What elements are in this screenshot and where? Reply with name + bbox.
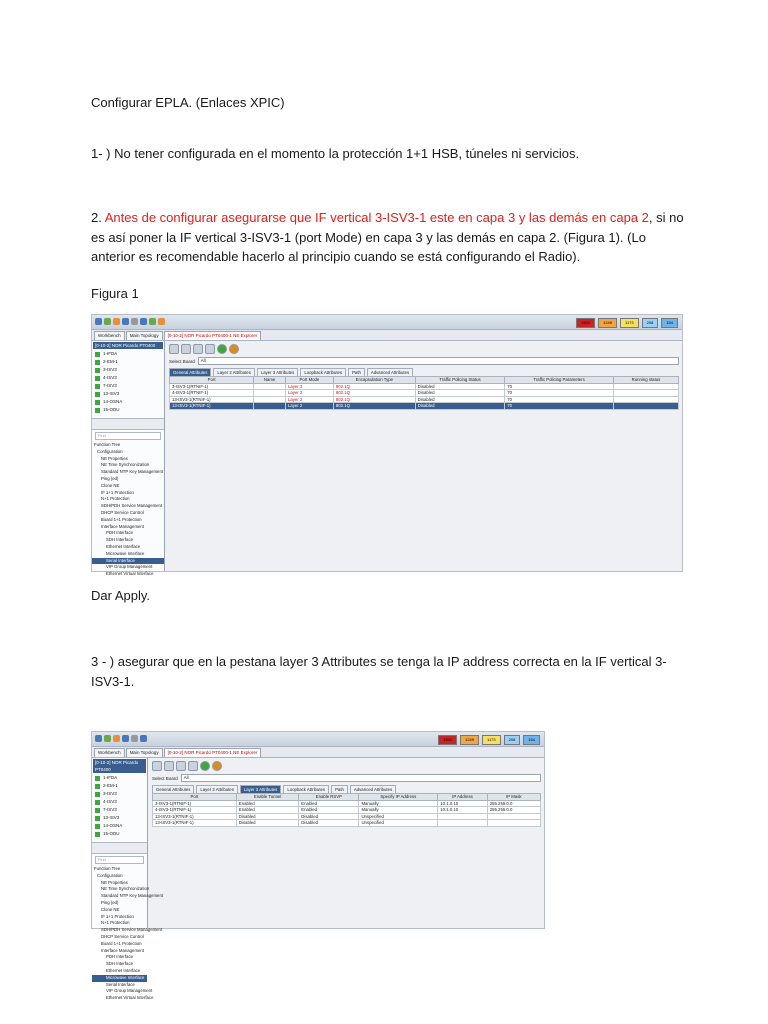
alarm-count[interactable]: 208 bbox=[504, 735, 521, 745]
table-cell: 70 bbox=[505, 403, 614, 410]
board-label: 7-ISV3 bbox=[103, 807, 117, 812]
tree-item[interactable]: Interface Management bbox=[101, 947, 144, 953]
dar-apply-text: Dar Apply. bbox=[91, 588, 151, 603]
table-cell: Disabled bbox=[299, 813, 359, 820]
attribute-tab[interactable]: General Attributes bbox=[169, 368, 211, 376]
alarm-counters bbox=[576, 318, 678, 328]
table-cell: Manually bbox=[359, 800, 438, 807]
board-icon bbox=[95, 376, 100, 381]
select-board-dropdown[interactable]: All bbox=[181, 774, 541, 782]
step-2-number: 2. bbox=[91, 210, 105, 225]
alarm-count[interactable]: 1173 bbox=[620, 318, 639, 328]
table-cell: 13-ISV3-1(RTNIF-1) bbox=[153, 813, 237, 820]
alarm-count[interactable]: 1173 bbox=[482, 735, 501, 745]
tree-item[interactable]: Configuration bbox=[97, 448, 123, 454]
ne-header: [0-10-2] NOR Picardo PT0400 bbox=[93, 759, 146, 773]
board-item[interactable] bbox=[92, 350, 164, 358]
board-icon bbox=[95, 832, 100, 837]
attribute-tab[interactable]: Layer 3 Attributes bbox=[257, 368, 298, 376]
table-cell: 3-ISV3-1(RTNIF-1) bbox=[170, 383, 254, 390]
board-icon bbox=[95, 360, 100, 365]
table-row[interactable] bbox=[153, 820, 541, 827]
table-row[interactable] bbox=[170, 403, 679, 410]
column-header[interactable]: Enable RSVP bbox=[299, 794, 359, 801]
function-tree bbox=[92, 442, 164, 578]
table-cell: 13-ISV3-1(RTNIF-1) bbox=[153, 820, 237, 827]
table-cell: Enabled bbox=[299, 800, 359, 807]
figure-1-screenshot bbox=[91, 314, 683, 577]
board-list bbox=[92, 774, 147, 838]
board-label: 4-ISV3 bbox=[103, 799, 117, 804]
column-header[interactable]: Port bbox=[153, 794, 237, 801]
table-cell: Disabled bbox=[415, 403, 504, 410]
window-tab[interactable]: Main Topology bbox=[126, 748, 163, 757]
tool-icon[interactable] bbox=[188, 761, 198, 771]
board-item[interactable] bbox=[92, 806, 147, 814]
alarm-count[interactable]: 1301 bbox=[438, 735, 457, 745]
board-label: 3-ISV3 bbox=[103, 367, 117, 372]
tree-item[interactable]: Standard NTP Key Management bbox=[101, 469, 164, 475]
board-icon bbox=[95, 392, 100, 397]
board-item[interactable] bbox=[92, 390, 164, 398]
board-item[interactable] bbox=[92, 822, 147, 830]
tree-item[interactable]: Microwave Interface bbox=[106, 550, 145, 556]
main-tabs bbox=[92, 330, 682, 341]
tree-item[interactable]: NE Properties bbox=[101, 879, 128, 885]
column-header[interactable]: Traffic Policing Status bbox=[415, 377, 504, 384]
attribute-tabs bbox=[149, 782, 544, 793]
alarm-counters bbox=[438, 735, 540, 745]
board-label: 15-ODU bbox=[103, 407, 120, 412]
board-label: 13-ISV3 bbox=[103, 815, 120, 820]
table-cell: Disabled bbox=[236, 820, 298, 827]
table-cell: 70 bbox=[505, 396, 614, 403]
table-cell: Disabled bbox=[415, 390, 504, 397]
attribute-tab[interactable]: Layer 2 Attributes bbox=[196, 785, 237, 793]
tree-item[interactable]: SDH/PDH Service Management bbox=[101, 927, 163, 933]
table-cell: 4-ISV3-1(RTNIF-1) bbox=[153, 807, 237, 814]
left-panel bbox=[92, 341, 165, 577]
table-cell bbox=[254, 403, 286, 410]
step-2-text bbox=[91, 208, 691, 267]
table-cell: 13-ISV3-1(RTNIF-1) bbox=[170, 396, 254, 403]
alarm-count[interactable]: 154 bbox=[523, 735, 540, 745]
table-cell: 10.1.0.10 bbox=[438, 800, 487, 807]
toolbar bbox=[92, 315, 682, 330]
table-cell: Manually bbox=[359, 807, 438, 814]
column-header[interactable]: Port Mode bbox=[285, 377, 333, 384]
stop-icon[interactable] bbox=[229, 344, 239, 354]
column-header[interactable]: Specify IP Address bbox=[359, 794, 438, 801]
board-icon bbox=[95, 784, 100, 789]
board-label: 7-ISV3 bbox=[103, 383, 117, 388]
tree-item[interactable]: Ethernet Virtual Interface bbox=[106, 995, 154, 1001]
table-cell: 802.1Q bbox=[333, 390, 415, 397]
ne-header: [0-10-2] NOR Picardo PT0400 bbox=[93, 342, 163, 349]
table-cell: Enabled bbox=[236, 807, 298, 814]
tree-item[interactable]: IF 1+1 Protection bbox=[101, 913, 134, 919]
attribute-tab[interactable]: Advanced Attributes bbox=[350, 785, 396, 793]
tool-icon[interactable] bbox=[152, 761, 162, 771]
window-tab[interactable]: [0-10-2] NOR Picardo PT0400-1 NE Explorer bbox=[164, 748, 262, 757]
board-list bbox=[92, 350, 164, 414]
select-board-row bbox=[149, 774, 544, 782]
board-label: 1-IFDA bbox=[103, 775, 118, 780]
table-cell: Disabled bbox=[415, 396, 504, 403]
board-icon bbox=[95, 816, 100, 821]
select-board-row bbox=[166, 357, 682, 365]
board-item[interactable] bbox=[92, 798, 147, 806]
table-cell: Enabled bbox=[236, 800, 298, 807]
toolbar bbox=[92, 732, 544, 747]
window-tab[interactable]: [0-10-2] NOR Picardo PT0400-1 NE Explorer bbox=[164, 331, 262, 340]
step-2-rest: , si no es así poner la IF vertical 3-ISV3-1 (port Mode) en capa 3 y las demás en capa 2. (Figura 1). (Lo anterior es recomendable hacerlo al principio cuando se está configurando el Radio). bbox=[91, 210, 684, 264]
stop-icon[interactable] bbox=[212, 761, 222, 771]
table-cell: Layer 2 bbox=[285, 396, 333, 403]
tree-item[interactable]: Board 1+1 Protection bbox=[101, 940, 142, 946]
board-label: 4-ISV3 bbox=[103, 375, 117, 380]
main-panel bbox=[149, 758, 544, 928]
attribute-tab[interactable]: Layer 3 Attributes bbox=[240, 785, 281, 793]
figure-2-screenshot bbox=[91, 731, 545, 1001]
table-cell: Enabled bbox=[299, 807, 359, 814]
figure-1-label: Figura 1 bbox=[91, 286, 139, 301]
board-icon bbox=[95, 400, 100, 405]
tree-item[interactable]: PDH Interface bbox=[106, 954, 133, 960]
tree-item[interactable]: Board 1+1 Protection bbox=[101, 516, 142, 522]
tree-item[interactable]: VIP Group Management bbox=[106, 988, 153, 994]
tool-icon[interactable] bbox=[181, 344, 191, 354]
board-item[interactable] bbox=[92, 382, 164, 390]
tree-item[interactable]: Clone NE bbox=[101, 482, 120, 488]
board-label: 1-IFDA bbox=[103, 351, 118, 356]
tree-item[interactable]: N+1 Protection bbox=[101, 496, 130, 502]
tree-item[interactable]: PDH Interface bbox=[106, 530, 133, 536]
tree-item[interactable]: Standard NTP Key Management bbox=[101, 893, 164, 899]
main-panel bbox=[166, 341, 682, 571]
board-icon bbox=[95, 408, 100, 413]
table-cell: 802.1Q bbox=[333, 396, 415, 403]
column-header[interactable]: Name bbox=[254, 377, 286, 384]
board-item[interactable] bbox=[92, 374, 164, 382]
board-item[interactable] bbox=[92, 830, 147, 838]
tree-item[interactable]: SDH Interface bbox=[106, 961, 133, 967]
tree-item[interactable]: Function Tree bbox=[94, 442, 121, 447]
tree-item[interactable]: Function Tree bbox=[94, 866, 121, 871]
panel-toolbar bbox=[149, 758, 544, 774]
tree-item[interactable]: Ping (ed) bbox=[101, 899, 119, 905]
function-tree bbox=[92, 866, 164, 1002]
board-label: 13-ISV3 bbox=[103, 391, 120, 396]
board-label: 3-ISV3 bbox=[103, 791, 117, 796]
tree-item[interactable]: VIP Group Management bbox=[106, 564, 153, 570]
attribute-tab[interactable]: Advanced Attributes bbox=[367, 368, 413, 376]
tree-item[interactable]: Configuration bbox=[97, 872, 123, 878]
alarm-count[interactable]: 1301 bbox=[576, 318, 595, 328]
tree-item[interactable]: Serial Interface bbox=[106, 981, 135, 987]
board-item[interactable] bbox=[92, 406, 164, 414]
tree-item[interactable]: SDH Interface bbox=[106, 537, 133, 543]
table-cell: 13-ISV3-1(RTNIF-1) bbox=[170, 403, 254, 410]
table-cell: 4-ISV3-1(RTNIF-1) bbox=[170, 390, 254, 397]
board-item[interactable] bbox=[92, 782, 147, 790]
board-icon bbox=[95, 800, 100, 805]
interface-table bbox=[169, 376, 679, 410]
toolbar-icons bbox=[95, 735, 147, 742]
panel-toolbar bbox=[166, 341, 682, 357]
table-cell: Disabled bbox=[415, 383, 504, 390]
window-tab[interactable]: Workbench bbox=[94, 331, 125, 340]
tool-icon[interactable] bbox=[176, 761, 186, 771]
tree-item[interactable]: Ethernet Interface bbox=[106, 967, 141, 973]
main-tabs bbox=[92, 747, 544, 758]
tree-item[interactable]: Ethernet Virtual Interface bbox=[106, 571, 154, 577]
column-header[interactable]: Running status bbox=[613, 377, 678, 384]
tree-item[interactable]: NE Properties bbox=[101, 455, 128, 461]
search-input[interactable]: Find bbox=[95, 856, 144, 864]
step-3-text: 3 - ) asegurar que en la pestana layer 3 Attributes se tenga la IP address correcta en la IF vertical 3-ISV3-1. bbox=[91, 654, 667, 689]
table-cell: Layer 2 bbox=[285, 390, 333, 397]
attribute-tabs bbox=[166, 365, 682, 376]
table-cell: Layer 3 bbox=[285, 383, 333, 390]
tool-icon[interactable] bbox=[193, 344, 203, 354]
tree-item[interactable]: Ethernet Interface bbox=[106, 543, 141, 549]
board-label: 15-ODU bbox=[103, 831, 120, 836]
tree-item[interactable]: NE Time Synchronization bbox=[101, 462, 150, 468]
search-input[interactable]: Find bbox=[95, 432, 161, 440]
board-icon bbox=[95, 792, 100, 797]
column-header[interactable]: IP Mask bbox=[487, 794, 540, 801]
board-item[interactable] bbox=[92, 398, 164, 406]
run-icon[interactable] bbox=[217, 344, 227, 354]
board-icon bbox=[95, 368, 100, 373]
document-title: Configurar EPLA. (Enlaces XPIC) bbox=[91, 95, 285, 110]
board-label: 2-EM-1 bbox=[103, 783, 118, 788]
column-header[interactable]: Encapsulation Type bbox=[333, 377, 415, 384]
tool-icon[interactable] bbox=[169, 344, 179, 354]
board-item[interactable] bbox=[92, 790, 147, 798]
tree-item[interactable]: Interface Management bbox=[101, 523, 144, 529]
attribute-tab[interactable]: Path bbox=[348, 368, 365, 376]
board-item[interactable] bbox=[92, 358, 164, 366]
window-tab[interactable]: Main Topology bbox=[126, 331, 163, 340]
column-header[interactable]: Traffic Policing Parameters bbox=[505, 377, 614, 384]
tool-icon[interactable] bbox=[164, 761, 174, 771]
run-icon[interactable] bbox=[200, 761, 210, 771]
step-2-warning: Antes de configurar asegurarse que IF vertical 3-ISV3-1 este en capa 3 y las demás en capa 2 bbox=[104, 210, 649, 225]
column-header[interactable]: IP Address bbox=[438, 794, 487, 801]
alarm-count[interactable]: 154 bbox=[661, 318, 678, 328]
table-cell: Unspecified bbox=[359, 820, 438, 827]
tree-item[interactable]: Microwave Interface bbox=[92, 975, 147, 982]
column-header[interactable]: Enable Tunnel bbox=[236, 794, 298, 801]
panel-divider bbox=[92, 842, 147, 854]
tool-icon[interactable] bbox=[205, 344, 215, 354]
board-icon bbox=[95, 776, 100, 781]
attribute-tab[interactable]: Loopback Attributes bbox=[283, 785, 329, 793]
tree-item[interactable]: DHCP Service Control bbox=[101, 933, 144, 939]
table-cell: 70 bbox=[505, 383, 614, 390]
table-cell: 3-ISV3-1(RTNIF-1) bbox=[153, 800, 237, 807]
alarm-count[interactable]: 1249 bbox=[598, 318, 617, 328]
board-label: 14-OSNA bbox=[103, 399, 123, 404]
table-cell: Disabled bbox=[299, 820, 359, 827]
interface-table bbox=[152, 793, 541, 827]
tree-item[interactable]: N+1 Protection bbox=[101, 920, 130, 926]
table-cell: Disabled bbox=[236, 813, 298, 820]
tree-item[interactable]: Clone NE bbox=[101, 906, 120, 912]
table-cell bbox=[613, 403, 678, 410]
alarm-count[interactable]: 1249 bbox=[460, 735, 479, 745]
left-panel bbox=[92, 758, 164, 1001]
table-cell: 802.1Q bbox=[333, 383, 415, 390]
board-item[interactable] bbox=[92, 366, 164, 374]
table-cell: 70 bbox=[505, 390, 614, 397]
table-cell: Layer 2 bbox=[285, 403, 333, 410]
attribute-tab[interactable]: Path bbox=[331, 785, 348, 793]
tree-item[interactable]: SDH/PDH Service Management bbox=[101, 503, 163, 509]
panel-divider bbox=[92, 418, 164, 430]
table-cell: Unspecified bbox=[359, 813, 438, 820]
board-icon bbox=[95, 352, 100, 357]
attribute-tab[interactable]: Loopback Attributes bbox=[300, 368, 346, 376]
board-label: 14-OSNA bbox=[103, 823, 123, 828]
board-icon bbox=[95, 384, 100, 389]
board-label: 2-EM-1 bbox=[103, 359, 118, 364]
step-1-text: 1- ) No tener configurada en el momento la protección 1+1 HSB, túneles ni servicios. bbox=[91, 146, 580, 161]
tree-item[interactable]: Serial Interface bbox=[92, 558, 164, 565]
tree-item[interactable]: DHCP Service Control bbox=[101, 509, 144, 515]
board-icon bbox=[95, 808, 100, 813]
alarm-count[interactable]: 208 bbox=[642, 318, 659, 328]
attribute-tab[interactable]: General Attributes bbox=[152, 785, 194, 793]
board-item[interactable] bbox=[92, 774, 147, 782]
tree-item[interactable]: IF 1+1 Protection bbox=[101, 489, 134, 495]
table-cell: 255.255.0.0 bbox=[487, 807, 540, 814]
table-cell bbox=[438, 820, 487, 827]
toolbar-icons bbox=[95, 318, 165, 325]
select-board-dropdown[interactable]: All bbox=[198, 357, 679, 365]
table-cell: 802.1Q bbox=[333, 403, 415, 410]
table-cell: 255.255.0.0 bbox=[487, 800, 540, 807]
board-item[interactable] bbox=[92, 814, 147, 822]
table-cell bbox=[487, 820, 540, 827]
attribute-tab[interactable]: Layer 2 Attributes bbox=[213, 368, 254, 376]
column-header[interactable]: Port bbox=[170, 377, 254, 384]
board-icon bbox=[95, 824, 100, 829]
tree-item[interactable]: NE Time Synchronization bbox=[101, 886, 150, 892]
select-board-label: Select Board bbox=[169, 358, 195, 364]
tree-item[interactable]: Ping (ed) bbox=[101, 475, 119, 481]
select-board-label: Select Board bbox=[152, 775, 178, 781]
window-tab[interactable]: Workbench bbox=[94, 748, 125, 757]
table-cell: 10.1.0.10 bbox=[438, 807, 487, 814]
